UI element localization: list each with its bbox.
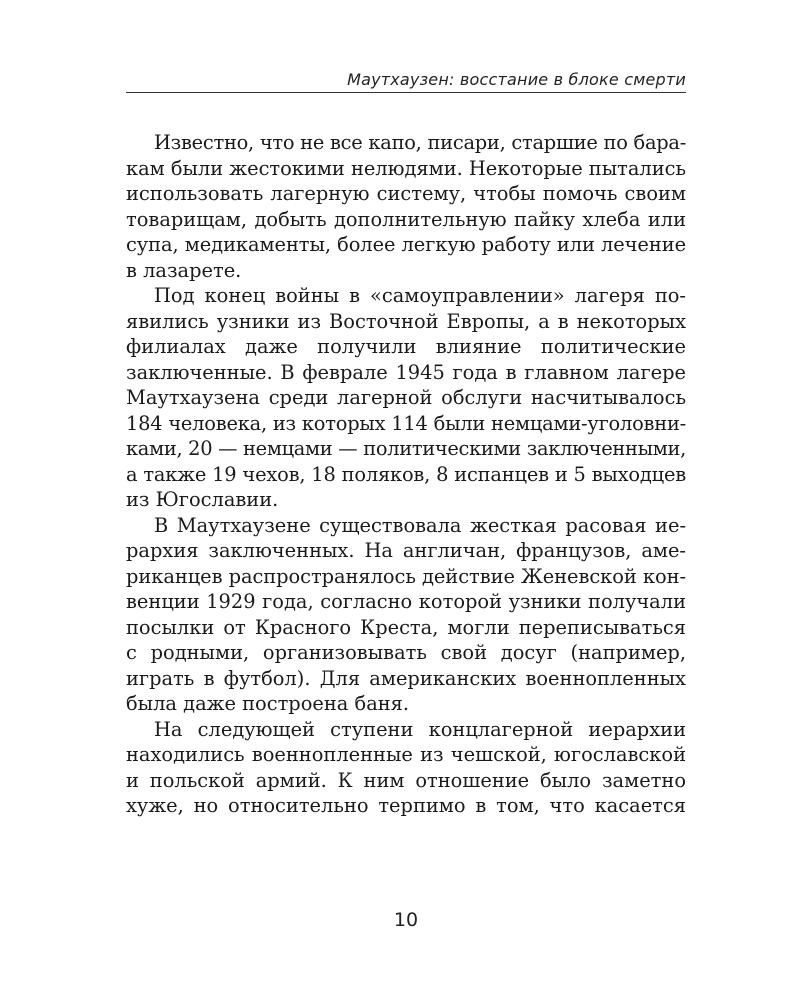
- text-line: а также 19 чехов, 18 поляков, 8 испанцев и 5 выходцев: [126, 462, 686, 486]
- running-header-title: Маутхаузен: восстание в блоке смерти: [347, 70, 686, 89]
- text-line: использовать лагерную систему, чтобы помочь своим: [126, 182, 686, 205]
- text-line: заключенные. В феврале 1945 года в главном лагере: [126, 360, 686, 384]
- text-line: в лазарете.: [126, 258, 242, 282]
- paragraph: [126, 717, 686, 819]
- text-line: играть в футбол). Для американских военнопленных: [126, 666, 686, 690]
- text-line: и польской армий. К ним отношение было заметно: [126, 768, 686, 792]
- paragraph: [126, 513, 686, 717]
- text-line: с родными, организовывать свой досуг (например,: [126, 641, 686, 664]
- paragraph: [126, 130, 686, 283]
- text-line: Маутхаузена среди лагерной обслуги насчитывалось: [126, 386, 686, 409]
- body-text: [126, 130, 686, 819]
- text-line: Под конец войны в «самоуправлении» лагеря по-: [154, 284, 686, 307]
- text-line: венции 1929 года, согласно которой узники получали: [126, 590, 686, 613]
- text-line: Известно, что не все капо, писари, старшие по бара-: [154, 131, 687, 154]
- text-line: товарищам, добыть дополнительную пайку хлеба или: [126, 207, 686, 231]
- text-line: 184 человека, из которых 114 были немцами-уголовни-: [126, 411, 687, 435]
- text-line: находились военнопленные из чешской, югославской: [126, 743, 686, 766]
- text-line: филиалах даже получили влияние политические: [126, 335, 686, 358]
- header-rule: [126, 92, 686, 93]
- text-line: кам были жестокими нелюдями. Некоторые пытались: [126, 156, 686, 180]
- text-line: На следующей ступени концлагерной иерархии: [154, 717, 686, 741]
- text-line: хуже, но относительно терпимо в том, что касается: [126, 794, 686, 817]
- text-line: рархия заключенных. На англичан, французов, аме-: [126, 539, 686, 562]
- paragraph: [126, 283, 686, 513]
- text-line: посылки от Красного Креста, могли переписываться: [126, 615, 686, 639]
- text-line: супа, медикаменты, более легкую работу или лечение: [126, 233, 686, 256]
- text-line: риканцев распространялось действие Женевской кон-: [126, 564, 686, 588]
- text-line: из Югославии.: [126, 488, 279, 511]
- page-number: 10: [393, 909, 419, 931]
- text-line: В Маутхаузене существовала жесткая расовая ие-: [154, 513, 686, 537]
- text-line: явились узники из Восточной Европы, а в некоторых: [126, 309, 686, 333]
- text-line: ками, 20 — немцами — политическими заключенными,: [126, 437, 686, 460]
- text-line: была даже построена баня.: [126, 692, 410, 715]
